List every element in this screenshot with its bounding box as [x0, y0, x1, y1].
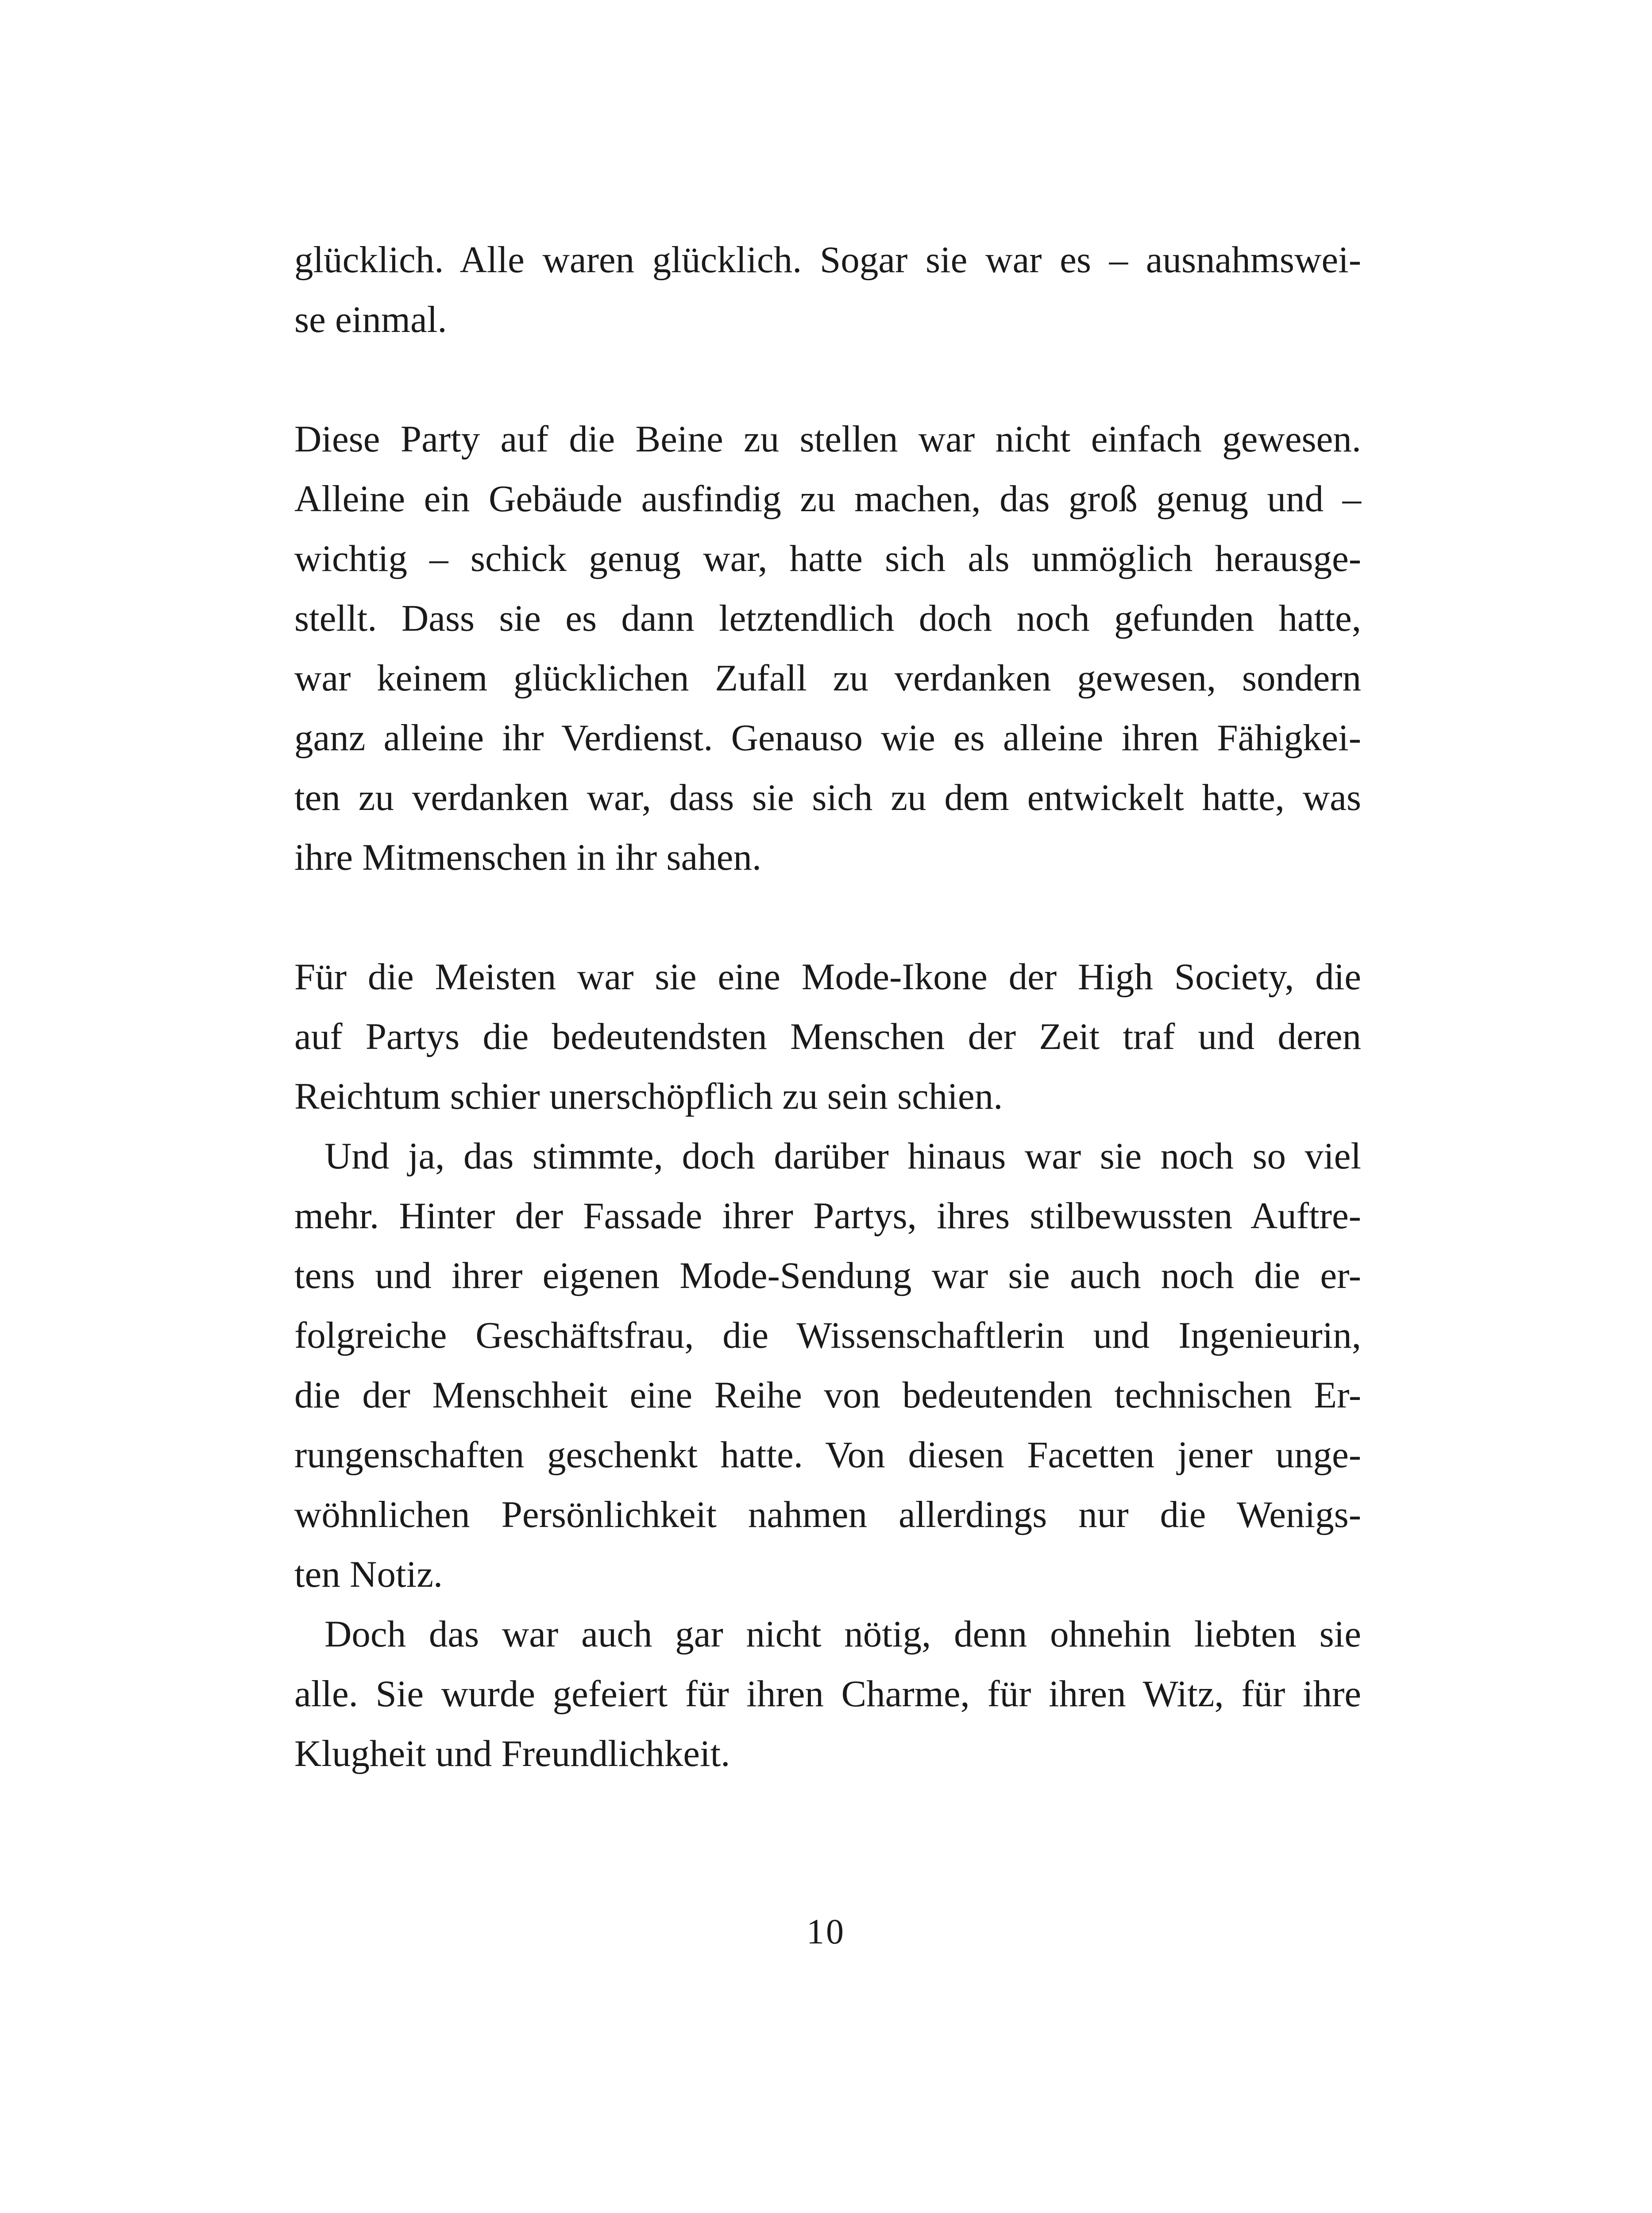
text-line: glücklich. Alle waren glücklich. Sogar sie war es – ausnahmswei- — [294, 239, 1361, 281]
text-line: folgreiche Geschäftsfrau, die Wissenschaftlerin und Ingenieurin, — [294, 1315, 1361, 1356]
paragraph — [294, 1126, 1361, 1604]
text-line: Diese Party auf die Beine zu stellen war nicht einfach gewesen. — [294, 418, 1361, 460]
text-line: ihre Mitmenschen in ihr sahen. — [294, 837, 762, 878]
body-text — [294, 230, 1361, 1784]
text-line: ganz alleine ihr Verdienst. Genauso wie es alleine ihren Fähigkei- — [294, 717, 1361, 759]
text-line: tens und ihrer eigenen Mode-Sendung war sie auch noch die er- — [294, 1255, 1361, 1296]
text-line: wichtig – schick genug war, hatte sich als unmöglich herausge- — [294, 538, 1361, 579]
text-line: mehr. Hinter der Fassade ihrer Partys, ihres stilbewussten Auftre- — [294, 1195, 1361, 1237]
paragraph — [294, 409, 1361, 887]
text-line: alle. Sie wurde gefeiert für ihren Charme, für ihren Witz, für ihre — [294, 1673, 1361, 1715]
text-line: Und ja, das stimmte, doch darüber hinaus war sie noch so viel — [324, 1135, 1361, 1177]
paragraph — [294, 1604, 1361, 1784]
text-line: Für die Meisten war sie eine Mode-Ikone der High Society, die — [294, 956, 1361, 998]
text-line: die der Menschheit eine Reihe von bedeutenden technischen Er- — [294, 1374, 1361, 1416]
text-line: ten zu verdanken war, dass sie sich zu dem entwickelt hatte, was — [294, 777, 1361, 818]
text-line: Doch das war auch gar nicht nötig, denn ohnehin liebten sie — [324, 1613, 1361, 1655]
text-line: war keinem glücklichen Zufall zu verdanken gewesen, sondern — [294, 657, 1361, 699]
paragraph — [294, 947, 1361, 1126]
text-line: wöhnlichen Persönlichkeit nahmen allerdings nur die Wenigs- — [294, 1494, 1361, 1535]
text-line: rungenschaften geschenkt hatte. Von diesen Facetten jener unge- — [294, 1434, 1361, 1476]
page-number: 10 — [807, 1912, 845, 1951]
text-line: Klugheit und Freundlichkeit. — [294, 1733, 730, 1774]
text-line: se einmal. — [294, 299, 447, 340]
paragraph — [294, 230, 1361, 350]
text-line: Reichtum schier unerschöpflich zu sein schien. — [294, 1076, 1003, 1117]
text-line: stellt. Dass sie es dann letztendlich doch noch gefunden hatte, — [294, 598, 1361, 639]
text-line: ten Notiz. — [294, 1554, 443, 1595]
text-line: Alleine ein Gebäude ausfindig zu machen, das groß genug und – — [294, 478, 1361, 520]
text-line: auf Partys die bedeutendsten Menschen der Zeit traf und deren — [294, 1016, 1361, 1057]
